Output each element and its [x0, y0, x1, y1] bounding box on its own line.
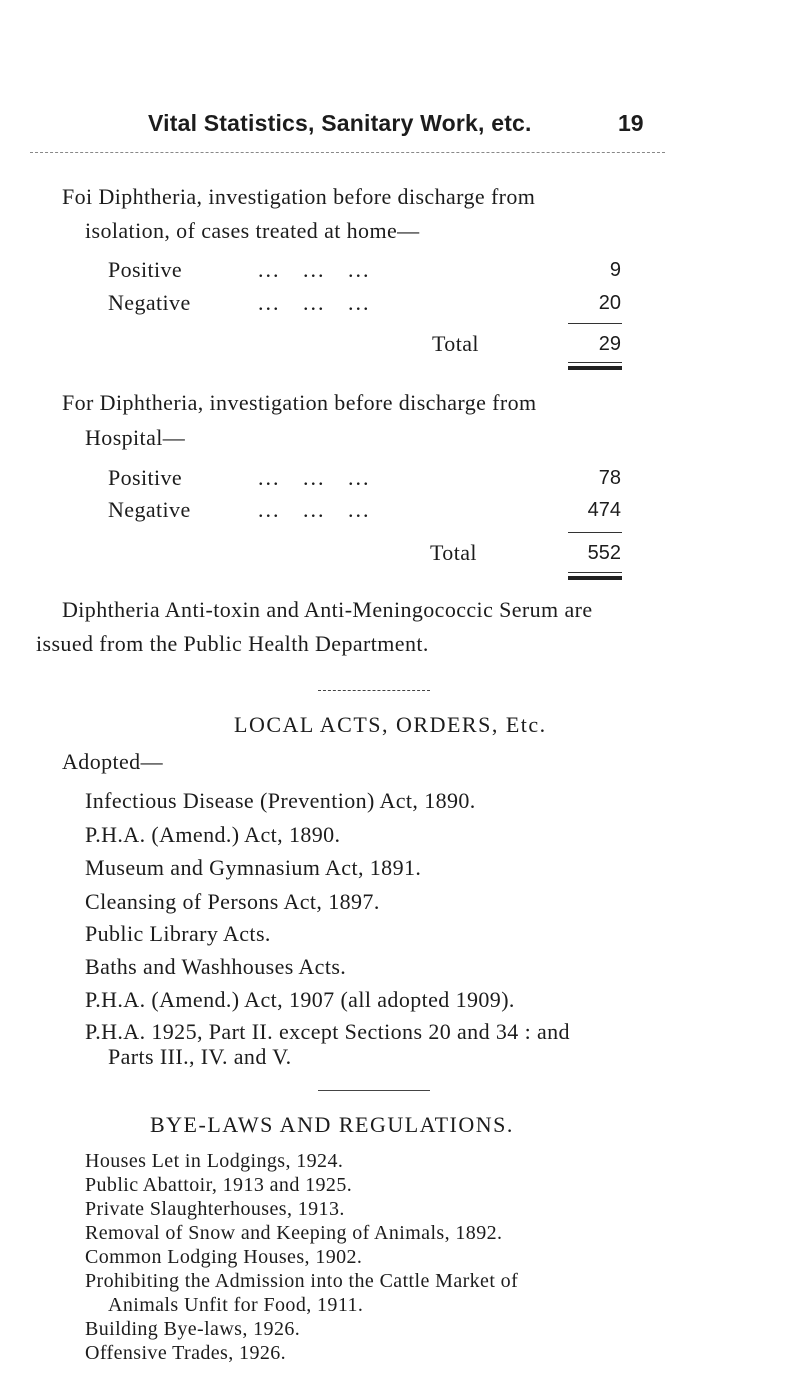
local-act-item: Public Library Acts. — [85, 921, 271, 946]
serum-note-line1: Diphtheria Anti-toxin and Anti-Meningococcic Serum are — [62, 597, 593, 622]
page-number: 19 — [618, 110, 644, 136]
home-total-label: Total — [432, 331, 479, 356]
home-double-rule-1 — [568, 362, 622, 363]
bye-law-item-continuation: Animals Unfit for Food, 1911. — [108, 1294, 364, 1316]
running-head-title: Vital Statistics, Sanitary Work, etc. — [148, 110, 532, 136]
home-positive-value: 9 — [609, 259, 621, 281]
home-double-rule-2 — [568, 366, 622, 370]
hospital-section-line1: For Diphtheria, investigation before discharge from — [62, 390, 537, 415]
hospital-total-rule — [568, 532, 622, 533]
hospital-positive-value: 78 — [598, 467, 621, 489]
local-act-item: Museum and Gymnasium Act, 1891. — [85, 855, 422, 880]
home-negative-dots: ... ... ... — [258, 290, 371, 315]
bye-law-item: Private Slaughterhouses, 1913. — [85, 1198, 345, 1220]
local-act-item: P.H.A. (Amend.) Act, 1907 (all adopted 1909). — [85, 987, 515, 1012]
header-rule — [30, 152, 665, 153]
bye-law-item: Public Abattoir, 1913 and 1925. — [85, 1174, 353, 1196]
home-positive-label: Positive — [108, 257, 183, 282]
hospital-total-label: Total — [430, 540, 477, 565]
local-act-item: P.H.A. 1925, Part II. except Sections 20 and 34 : and — [85, 1019, 570, 1044]
bye-law-item: Building Bye-laws, 1926. — [85, 1318, 301, 1340]
hospital-double-rule-2 — [568, 576, 622, 580]
hospital-negative-dots: ... ... ... — [258, 497, 371, 522]
local-act-item-continuation: Parts III., IV. and V. — [108, 1044, 292, 1069]
bye-laws-heading: BYE-LAWS AND REGULATIONS. — [150, 1112, 514, 1137]
bye-law-item: Common Lodging Houses, 1902. — [85, 1246, 363, 1268]
home-negative-label: Negative — [108, 290, 191, 315]
hospital-negative-value: 474 — [587, 499, 621, 521]
serum-note-line2: issued from the Public Health Department. — [36, 631, 429, 656]
bye-law-item: Offensive Trades, 1926. — [85, 1342, 287, 1364]
local-acts-heading: LOCAL ACTS, ORDERS, Etc. — [234, 712, 547, 737]
bye-law-item: Houses Let in Lodgings, 1924. — [85, 1150, 344, 1172]
section-divider-2 — [318, 1090, 430, 1091]
hospital-positive-dots: ... ... ... — [258, 465, 371, 490]
hospital-positive-label: Positive — [108, 465, 183, 490]
home-section-line1: Foi Diphtheria, investigation before discharge from — [62, 184, 536, 209]
hospital-double-rule-1 — [568, 572, 622, 573]
home-negative-value: 20 — [598, 292, 621, 314]
home-positive-dots: ... ... ... — [258, 257, 371, 282]
section-divider-1 — [318, 690, 430, 691]
hospital-negative-label: Negative — [108, 497, 191, 522]
local-acts-subheading: Adopted— — [62, 749, 163, 774]
hospital-total-value: 552 — [587, 542, 621, 564]
local-act-item: Infectious Disease (Prevention) Act, 1890. — [85, 788, 476, 813]
hospital-section-line2: Hospital— — [85, 425, 186, 450]
bye-law-item: Removal of Snow and Keeping of Animals, 1892. — [85, 1222, 503, 1244]
local-act-item: Cleansing of Persons Act, 1897. — [85, 889, 380, 914]
home-total-rule — [568, 323, 622, 324]
local-act-item: P.H.A. (Amend.) Act, 1890. — [85, 822, 341, 847]
home-section-line2: isolation, of cases treated at home— — [85, 218, 420, 243]
running-head — [0, 110, 800, 150]
home-total-value: 29 — [598, 333, 621, 355]
local-act-item: Baths and Washhouses Acts. — [85, 954, 347, 979]
bye-law-item: Prohibiting the Admission into the Cattle Market of — [85, 1270, 519, 1292]
